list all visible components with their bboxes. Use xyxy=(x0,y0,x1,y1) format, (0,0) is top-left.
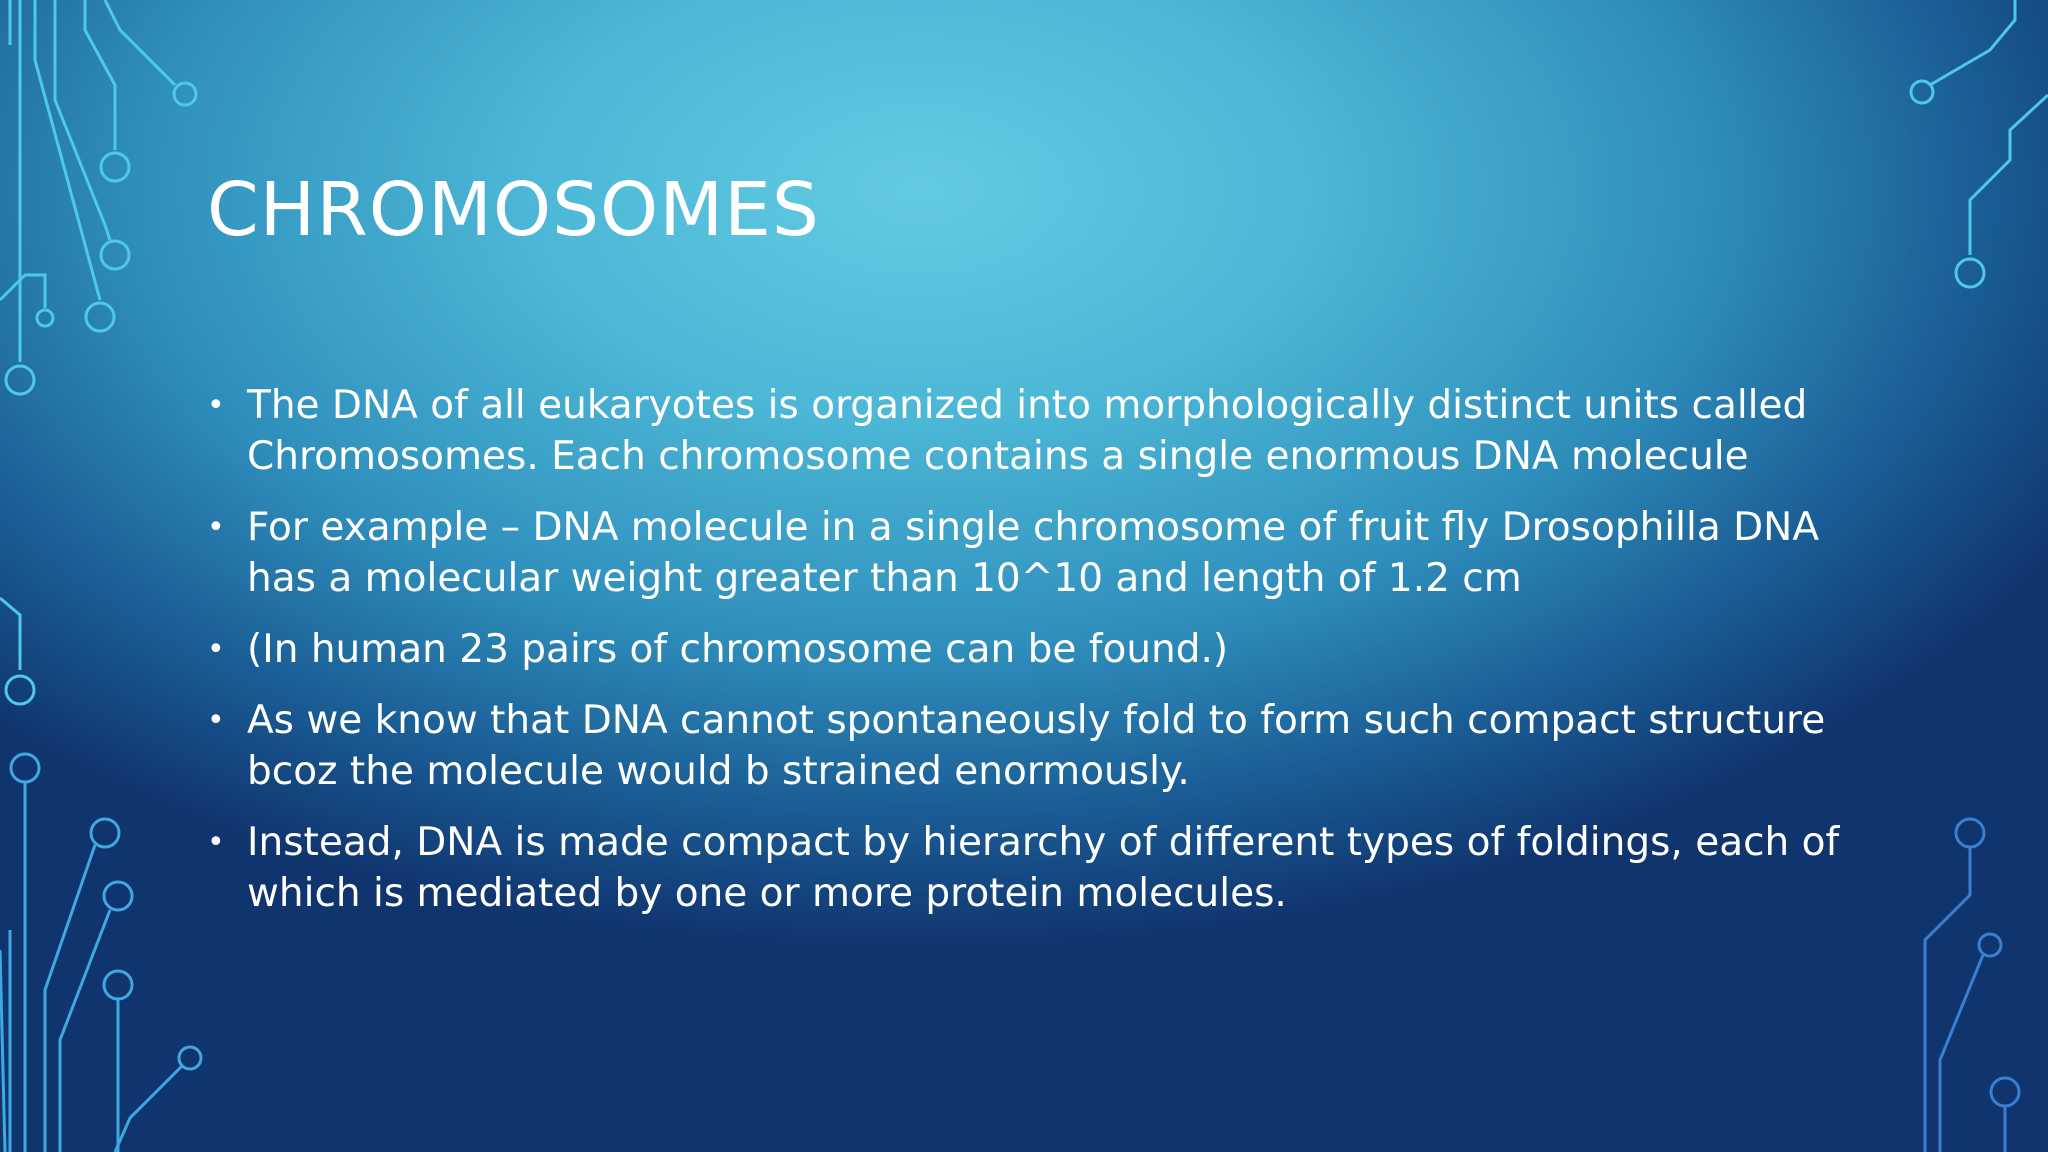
bullet-text: As we know that DNA cannot spontaneously fold to form such compact structure bcoz the molecule would b strained enormously. xyxy=(247,698,1826,794)
bullet-text: (In human 23 pairs of chromosome can be found.) xyxy=(247,627,1229,672)
slide-title: CHROMOSOMES xyxy=(207,167,820,253)
bullet-item xyxy=(207,695,1847,797)
bullet-text: For example – DNA molecule in a single chromosome of fruit fly Drosophilla DNA has a molecular weight greater than 10^10 and length of 1.2 cm xyxy=(247,505,1819,601)
top-left-circuit xyxy=(0,0,196,394)
bullet-icon: • xyxy=(207,703,225,738)
bullet-icon: • xyxy=(207,510,225,545)
bullet-item xyxy=(207,817,1847,919)
bullet-text: Instead, DNA is made compact by hierarchy of different types of foldings, each of which is mediated by one or more protein molecules. xyxy=(247,820,1840,916)
bullet-list xyxy=(207,380,1847,939)
bullet-icon: • xyxy=(207,632,225,667)
bullet-item xyxy=(207,624,1847,675)
bottom-right-circuit xyxy=(1925,819,2019,1152)
left-middle-circuit xyxy=(0,598,34,705)
bottom-left-circuit xyxy=(0,754,201,1152)
bullet-item xyxy=(207,380,1847,482)
top-right-circuit xyxy=(1911,0,2048,287)
bullet-text: The DNA of all eukaryotes is organized into morphologically distinct units called Chromosomes. Each chromosome contains a single enormous DNA molecule xyxy=(247,383,1808,479)
bullet-icon: • xyxy=(207,388,225,423)
bullet-icon: • xyxy=(207,825,225,860)
bullet-item xyxy=(207,502,1847,604)
